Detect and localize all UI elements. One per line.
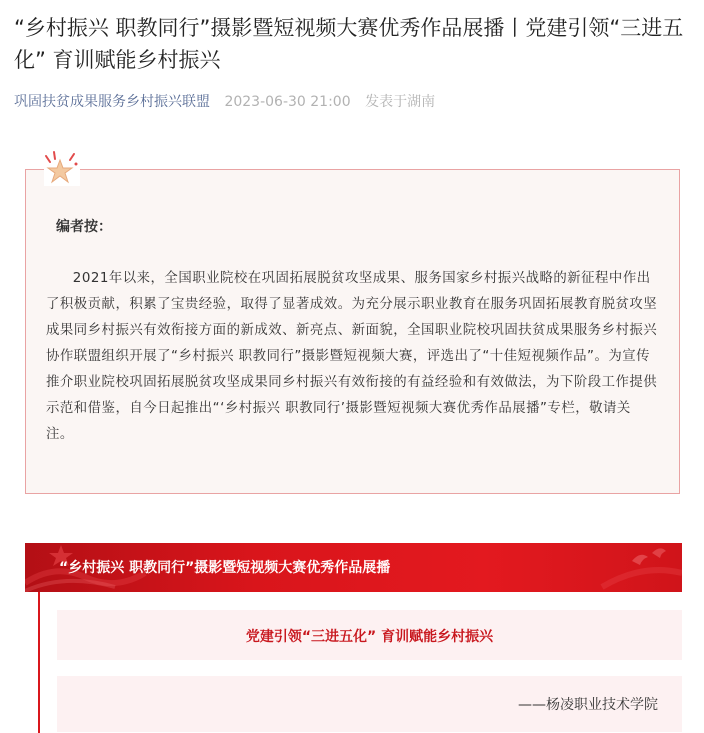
section-accent-line	[38, 592, 40, 733]
editor-note-heading: 编者按：	[56, 219, 112, 235]
publish-time: 2023-06-30 21:00	[224, 94, 351, 110]
publish-location: 发表于湖南	[365, 94, 436, 110]
section-byline: ——杨凌职业技术学院	[518, 697, 658, 713]
account-name-link[interactable]: 巩固扶贫成果服务乡村振兴联盟	[14, 94, 210, 110]
star-decoration-icon	[38, 150, 82, 190]
section-headline: 党建引领“三进五化” 育训赋能乡村振兴	[245, 629, 494, 645]
doves-ornament-icon	[542, 543, 682, 592]
article-title: “乡村振兴 职教同行”摄影暨短视频大赛优秀作品展播丨党建引领“三进五化” 育训赋能乡村振兴	[14, 16, 684, 72]
editor-note-body: 2021年以来，全国职业院校在巩固拓展脱贫攻坚成果、服务国家乡村振兴战略的新征程中作出了积极贡献，积累了宝贵经验，取得了显著成效。为充分展示职业教育在服务巩固拓展教育脱贫攻坚成果同乡村振兴有效衔接方面的新成效、新亮点、新面貌，全国职业院校巩固扶贫成果服务乡村振兴协作联盟组织开展了“乡村振兴 职教同行”摄影暨短视频大赛，评选出了“十佳短视频作品”。为宣传推介职业院校巩固拓展脱贫攻坚成果同乡村振兴有效衔接的有益经验和有效做法，为下阶段工作提供示范和借鉴，自今日起推出“‘乡村振兴 职教同行’摄影暨短视频大赛优秀作品展播”专栏，敬请关注。	[46, 271, 658, 442]
editor-note-box	[25, 169, 680, 494]
section-byline-card	[57, 676, 682, 732]
column-banner	[25, 543, 682, 592]
section-headline-card	[57, 610, 682, 660]
banner-title: “乡村振兴 职教同行”摄影暨短视频大赛优秀作品展播	[59, 560, 391, 576]
article-meta	[14, 92, 435, 112]
